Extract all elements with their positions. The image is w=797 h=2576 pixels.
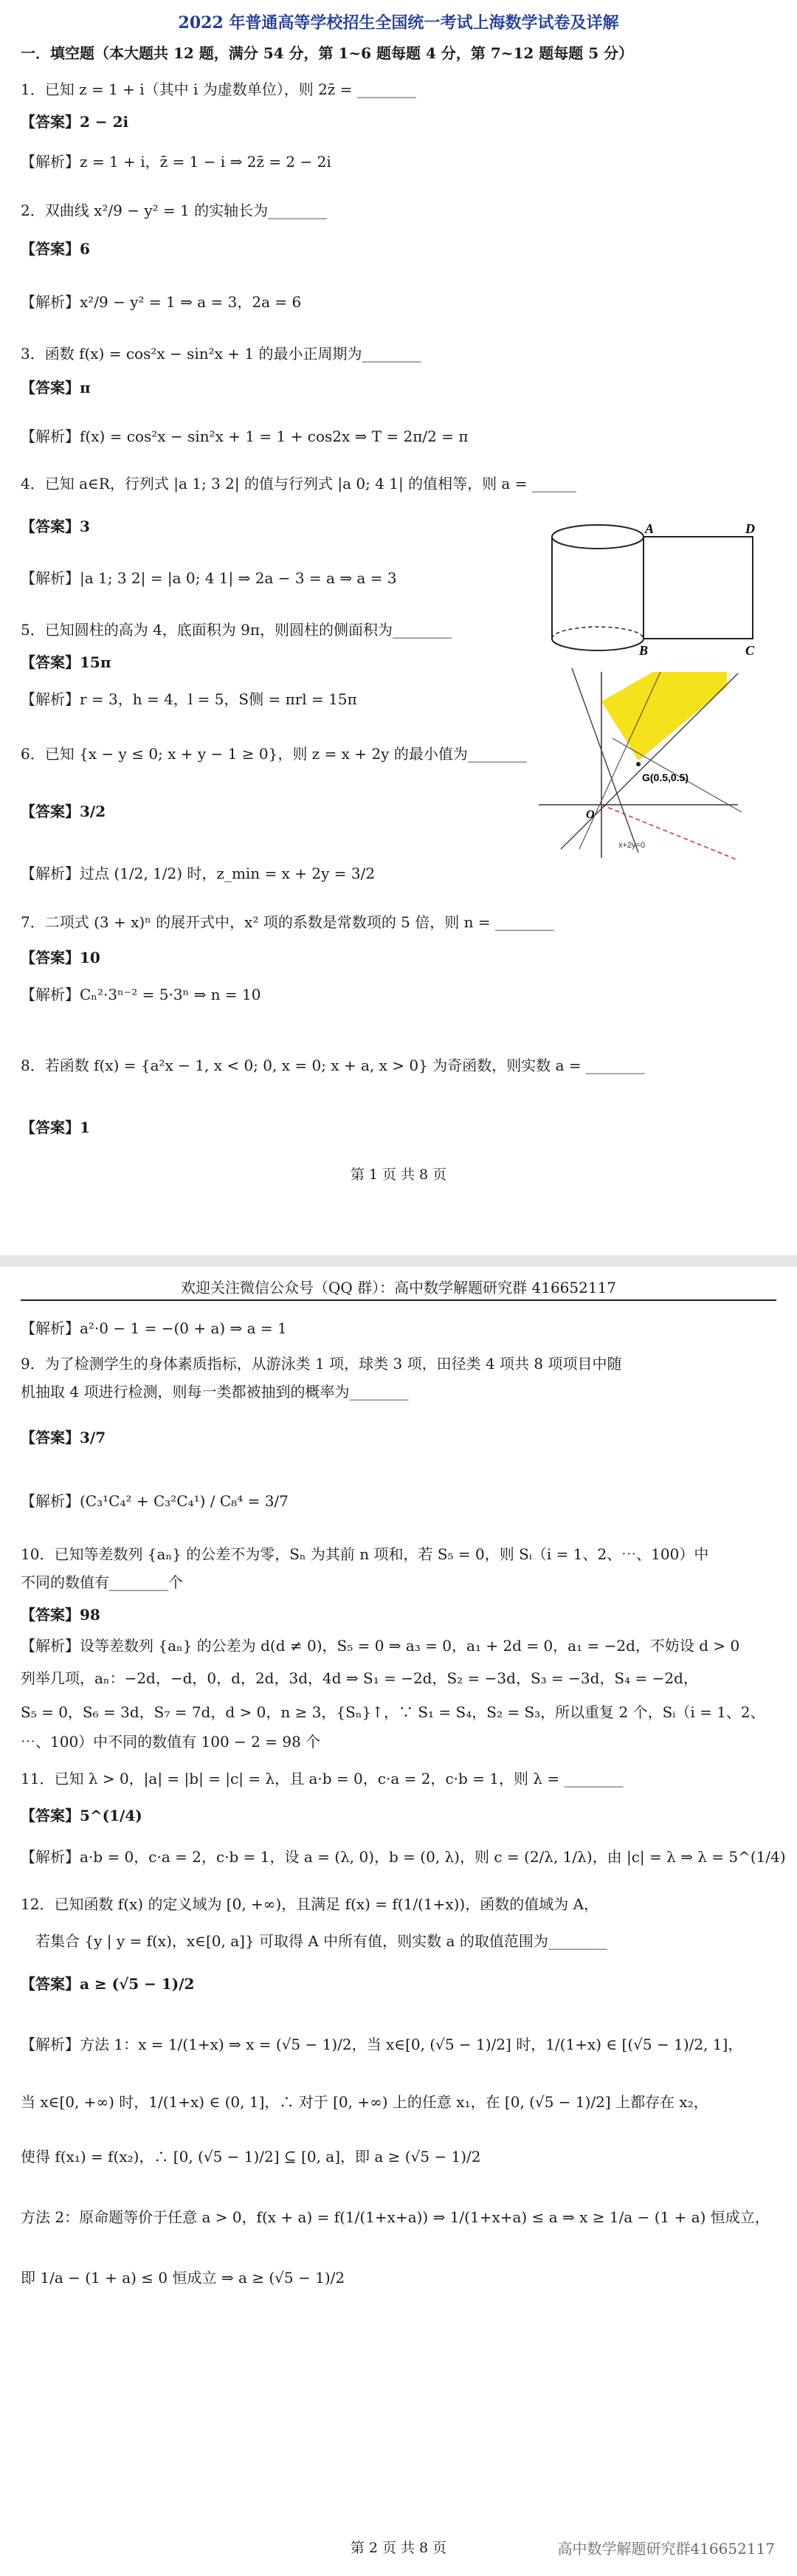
label-b: B <box>639 643 649 658</box>
text-line: 即 1/a − (1 + a) ≤ 0 恒成立 ⇒ a ≥ (√5 − 1)/2 <box>21 2269 345 2287</box>
text-line: ⋯、100）中不同的数值有 100 − 2 = 98 个 <box>21 1733 321 1751</box>
text-line: 8．若函数 f(x) = {a²x − 1, x < 0; 0, x = 0; x + a, x > 0} 为奇函数，则实数 a = ________ <box>21 1057 645 1074</box>
page-2 <box>0 1267 797 2576</box>
text-line: 【解析】设等差数列 {aₙ} 的公差为 d(d ≠ 0)，S₅ = 0 ⇒ a₃ = 0，a₁ + 2d = 0，a₁ = −2d，不妨设 d > 0 <box>21 1637 740 1655</box>
label-c: C <box>745 643 755 658</box>
page-gap <box>0 1255 797 1267</box>
text-line: 9．为了检测学生的身体素质指标，从游泳类 1 项，球类 3 项，田径类 4 项共 8 项项目中随 <box>21 1355 622 1373</box>
cylinder-figure <box>546 521 767 661</box>
text-line: 【解析】方法 1：x = 1/(1+x) ⇒ x = (√5 − 1)/2，当 x∈[0, (√5 − 1)/2] 时，1/(1+x) ∈ [(√5 − 1)/2, 1]， <box>21 2036 743 2053</box>
text-line: 12．已知函数 f(x) 的定义域为 [0, +∞)，且满足 f(x) = f(1/(1+x))，函数的值域为 A， <box>21 1895 599 1913</box>
section-heading: 一．填空题（本大题共 12 题，满分 54 分，第 1~6 题每题 4 分，第 7~12 题每题 5 分） <box>21 44 634 62</box>
text-line: 【答案】3 <box>21 518 90 535</box>
text-line: 【答案】a ≥ (√5 − 1)/2 <box>21 1975 195 1993</box>
text-line: 列举几项，aₙ：−2d，−d，0，d，2d，3d，4d ⇒ S₁ = −2d，S₂ = −3d，S₃ = −3d，S₄ = −2d， <box>21 1669 698 1687</box>
text-line: 【答案】98 <box>21 1606 100 1624</box>
text-line: 【答案】π <box>21 379 91 396</box>
text-line: 不同的数值有________个 <box>21 1573 183 1591</box>
text-line: 【答案】5^(1/4) <box>21 1807 142 1824</box>
origin-label: O <box>586 808 595 821</box>
feasible-region-figure <box>531 664 745 864</box>
label-a: A <box>645 521 655 536</box>
text-line: 【解析】a²·0 − 1 = −(0 + a) ⇒ a = 1 <box>21 1319 287 1337</box>
text-line: 11．已知 λ > 0，|a| = |b| = |c| = λ，且 a·b = 0，c·a = 2，c·b = 1，则 λ = ________ <box>21 1770 624 1787</box>
text-line: 【解析】|a 1; 3 2| = |a 0; 4 1| ⇒ 2a − 3 = a ⇒ a = 3 <box>21 569 397 587</box>
text-line: 【答案】1 <box>21 1119 90 1136</box>
text-line: 当 x∈[0, +∞) 时，1/(1+x) ∈ (0, 1]，∴ 对于 [0, +∞) 上的任意 x₁，在 [0, (√5 − 1)/2] 上都存在 x₂， <box>21 2093 708 2111</box>
text-line: 【解析】f(x) = cos²x − sin²x + 1 = 1 + cos2x ⇒ T = 2π/2 = π <box>21 427 469 445</box>
text-line: 若集合 {y | y = f(x)，x∈[0, a]} 可取得 A 中所有值，则实数 a 的取值范围为________ <box>21 1932 607 1950</box>
text-line: 1．已知 z = 1 + i（其中 i 为虚数单位），则 2z̄ = ________ <box>21 80 416 98</box>
label-d: D <box>745 521 755 536</box>
page-1 <box>0 0 797 1255</box>
page-number: 第 2 页 共 8 页 <box>350 2540 447 2556</box>
text-line: 机抽取 4 项进行检测，则每一类都被抽到的概率为________ <box>21 1383 409 1401</box>
text-line: 6．已知 {x − y ≤ 0; x + y − 1 ≥ 0}，则 z = x + 2y 的最小值为________ <box>21 745 527 763</box>
text-line: 【答案】2 − 2i <box>21 113 129 131</box>
text-line: 【答案】3/2 <box>21 803 106 820</box>
document-title: 2022 年普通高等学校招生全国统一考试上海数学试卷及详解 <box>178 13 619 32</box>
text-line: 【解析】(C₃¹C₄² + C₃²C₄¹) / C₈⁴ = 3/7 <box>21 1492 289 1510</box>
text-line: 【解析】过点 (1/2, 1/2) 时，z_min = x + 2y = 3/2 <box>21 865 376 882</box>
dashed-line-label: x+2y=0 <box>618 841 646 850</box>
text-line: 方法 2：原命题等价于任意 a > 0，f(x + a) = f(1/(1+x+a)) ⇒ 1/(1+x+a) ≤ a ⇒ x ≥ 1/a − (1 + a) 恒成立， <box>21 2208 770 2226</box>
text-line: 【答案】6 <box>21 240 90 258</box>
text-line: 10．已知等差数列 {aₙ} 的公差不为零，Sₙ 为其前 n 项和，若 S₅ = 0，则 Sᵢ（i = 1、2、⋯、100）中 <box>21 1545 709 1563</box>
text-line: 【答案】3/7 <box>21 1429 106 1446</box>
text-line: 【解析】r = 3，h = 4，l = 5，S侧 = πrl = 15π <box>21 690 357 708</box>
text-line: 4．已知 a∈R，行列式 |a 1; 3 2| 的值与行列式 |a 0; 4 1| 的值相等，则 a = ______ <box>21 475 576 492</box>
text-line: 【答案】15π <box>21 653 111 671</box>
text-line: 3．函数 f(x) = cos²x − sin²x + 1 的最小正周期为________ <box>21 345 421 363</box>
text-line: 使得 f(x₁) = f(x₂)，∴ [0, (√5 − 1)/2] ⊆ [0, a]，即 a ≥ (√5 − 1)/2 <box>21 2148 481 2165</box>
text-line: 2．双曲线 x²/9 − y² = 1 的实轴长为________ <box>21 202 328 219</box>
text-line: S₅ = 0，S₆ = 3d，S₇ = 7d，d > 0，n ≥ 3，{Sₙ}↑，∵ S₁ = S₄，S₂ = S₃，所以重复 2 个，Sᵢ（i = 1、2、 <box>21 1703 765 1721</box>
page-header: 欢迎关注微信公众号（QQ 群）：高中数学解题研究群 416652117 <box>180 1279 617 1296</box>
point-label: G(0.5,0.5) <box>642 772 689 783</box>
text-line: 【解析】Cₙ²·3ⁿ⁻² = 5·3ⁿ ⇒ n = 10 <box>21 986 261 1003</box>
text-line: 7．二项式 (3 + x)ⁿ 的展开式中，x² 项的系数是常数项的 5 倍，则 n = ________ <box>21 913 554 931</box>
watermark: 高中数学解题研究群416652117 <box>557 2540 775 2558</box>
text-line: 5．已知圆柱的高为 4，底面积为 9π，则圆柱的侧面积为________ <box>21 621 452 639</box>
text-line: 【解析】z = 1 + i，z̄ = 1 − i ⇒ 2z̄ = 2 − 2i <box>21 153 331 171</box>
text-line: 【答案】10 <box>21 949 100 966</box>
text-line: 【解析】a·b = 0，c·a = 2，c·b = 1，设 a = (λ, 0)，b = (0, λ)，则 c = (2/λ, 1/λ)，由 |c| = λ ⇒ λ = 5^(1/4) <box>21 1848 786 1866</box>
header-rule <box>21 1299 776 1301</box>
page-number: 第 1 页 共 8 页 <box>350 1167 447 1183</box>
text-line: 【解析】x²/9 − y² = 1 ⇒ a = 3，2a = 6 <box>21 293 302 311</box>
